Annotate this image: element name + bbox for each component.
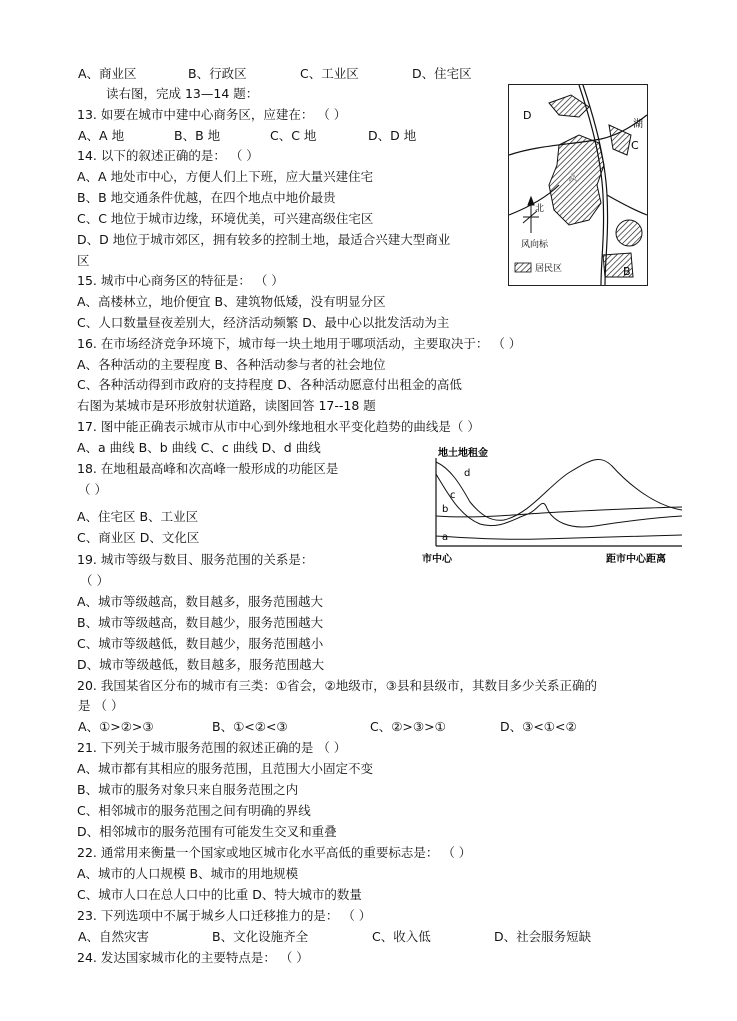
- text-line: 17. 图中能正确表示城市从市中心到外缘地租水平变化趋势的曲线是（ ）: [77, 419, 480, 434]
- text-line: 区: [77, 253, 90, 268]
- zone-label-a: A: [569, 171, 577, 184]
- option-label: B、①<②<③: [212, 719, 288, 734]
- option-label: A、商业区: [78, 66, 137, 81]
- text-line: C、C 地位于城市边缘，环境优美，可兴建高级住宅区: [77, 211, 374, 226]
- text-line: 16. 在市场经济竞争环境下，城市每一块土地用于哪项活动，主要取决于： （ ）: [77, 336, 522, 351]
- option-label: C、C 地: [270, 128, 317, 143]
- option-label: B、行政区: [188, 66, 247, 81]
- option-label: D、住宅区: [412, 66, 472, 81]
- text-line: C、商业区 D、文化区: [77, 530, 200, 545]
- curve-label-c: c: [450, 490, 456, 501]
- curve-label-d: d: [464, 468, 471, 479]
- text-line: C、各种活动得到市政府的支持程度 D、各种活动愿意付出租金的高低: [77, 377, 462, 392]
- text-line: A、a 曲线 B、b 曲线 C、c 曲线 D、d 曲线: [77, 440, 321, 455]
- rent-chart-xlabel: 距市中心距离: [606, 554, 666, 565]
- option-label: C、工业区: [300, 66, 359, 81]
- text-line: 21. 下列关于城市服务范围的叙述正确的是 （ ）: [77, 740, 347, 755]
- text-line: 读右图，完成 13—14 题：: [106, 86, 259, 101]
- text-line: 22. 通常用来衡量一个国家或地区城市化水平高低的重要标志是： （ ）: [77, 845, 472, 860]
- rent-chart-origin: 市中心: [422, 554, 452, 565]
- city-map-figure: [508, 84, 648, 286]
- option-label: D、③<①<②: [500, 719, 577, 734]
- text-line: 14. 以下的叙述正确的是： （ ）: [77, 148, 259, 163]
- option-label: A、①>②>③: [78, 719, 154, 734]
- option-label: C、收入低: [372, 929, 431, 944]
- text-line: A、城市都有其相应的服务范围，且范围大小固定不变: [77, 761, 374, 776]
- curve-d: [436, 459, 682, 520]
- text-line: B、城市等级越高，数目越少，服务范围越大: [77, 615, 324, 630]
- text-line: 23. 下列选项中不属于城乡人口迁移推力的是： （ ）: [77, 908, 372, 923]
- rent-chart-ylabel: 地土地租金: [438, 448, 488, 459]
- text-line: C、城市等级越低，数目越少，服务范围越小: [77, 636, 324, 651]
- text-line: 13. 如要在城市中建中心商务区，应建在： （ ）: [77, 107, 347, 122]
- text-line: （ ）: [80, 573, 109, 588]
- option-label: B、文化设施齐全: [212, 929, 309, 944]
- zone-label-c: C: [631, 139, 639, 152]
- text-line: 右图为某城市是环形放射状道路，读图回答 17--18 题: [77, 398, 376, 413]
- text-line: A、住宅区 B、工业区: [77, 509, 199, 524]
- text-line: 是 （ ）: [78, 698, 124, 713]
- text-line: D、相邻城市的服务范围有可能发生交叉和重叠: [77, 824, 337, 839]
- text-line: D、城市等级越低，数目越多，服务范围越大: [77, 657, 325, 672]
- option-label: D、社会服务短缺: [494, 929, 592, 944]
- text-line: A、A 地处市中心，方便人们上下班，应大量兴建住宅: [77, 169, 374, 184]
- text-line: A、城市等级越高，数目越多，服务范围越大: [77, 594, 324, 609]
- text-line: A、各种活动的主要程度 B、各种活动参与者的社会地位: [77, 357, 386, 372]
- zone-label-b: B: [623, 265, 631, 278]
- curve-c: [436, 474, 682, 527]
- text-line: C、相邻城市的服务范围之间有明确的界线: [77, 803, 311, 818]
- curve-b: [436, 507, 682, 517]
- lake-label: 湖: [633, 119, 643, 130]
- text-line: 19. 城市等级与数目、服务范围的关系是：: [77, 552, 314, 567]
- north-label: 北: [535, 204, 545, 214]
- curve-label-b: b: [442, 504, 449, 515]
- option-label: A、自然灾害: [78, 929, 150, 944]
- option-label: A、A 地: [78, 128, 125, 143]
- wind-label: 风向标: [521, 240, 549, 250]
- text-line: C、城市人口在总人口中的比重 D、特大城市的数量: [77, 887, 362, 902]
- text-line: 18. 在地租最高峰和次高峰一般形成的功能区是: [77, 461, 339, 476]
- legend-swatch: [515, 263, 531, 272]
- option-label: B、B 地: [174, 128, 221, 143]
- rent-chart-figure: [420, 444, 690, 570]
- text-line: B、B 地交通条件优越，在四个地点中地价最贵: [77, 190, 336, 205]
- option-label: C、②>③>①: [370, 719, 446, 734]
- curve-a: [436, 535, 682, 539]
- text-line: 15. 城市中心商务区的特征是： （ ）: [77, 273, 284, 288]
- option-label: D、D 地: [368, 128, 417, 143]
- text-line: B、城市的服务对象只来自服务范围之内: [77, 782, 299, 797]
- text-line: A、城市的人口规模 B、城市的用地规模: [77, 866, 299, 881]
- legend-label: 居民区: [535, 264, 563, 274]
- text-line: （ ）: [78, 482, 107, 497]
- zone-label-d: D: [523, 109, 532, 122]
- text-line: A、高楼林立，地价便宜 B、建筑物低矮，没有明显分区: [77, 294, 386, 309]
- text-line: 24. 发达国家城市化的主要特点是： （ ）: [77, 950, 309, 965]
- text-line: C、人口数量昼夜差别大，经济活动频繁 D、最中心以批发活动为主: [77, 315, 450, 330]
- text-line: 20. 我国某省区分布的城市有三类：①省会，②地级市，③县和县级市，其数目多少关系正确的: [77, 678, 597, 693]
- text-line: D、D 地位于城市郊区，拥有较多的控制土地，最适合兴建大型商业: [77, 232, 451, 247]
- residential-area-map: [549, 95, 642, 277]
- curve-label-a: a: [442, 532, 449, 543]
